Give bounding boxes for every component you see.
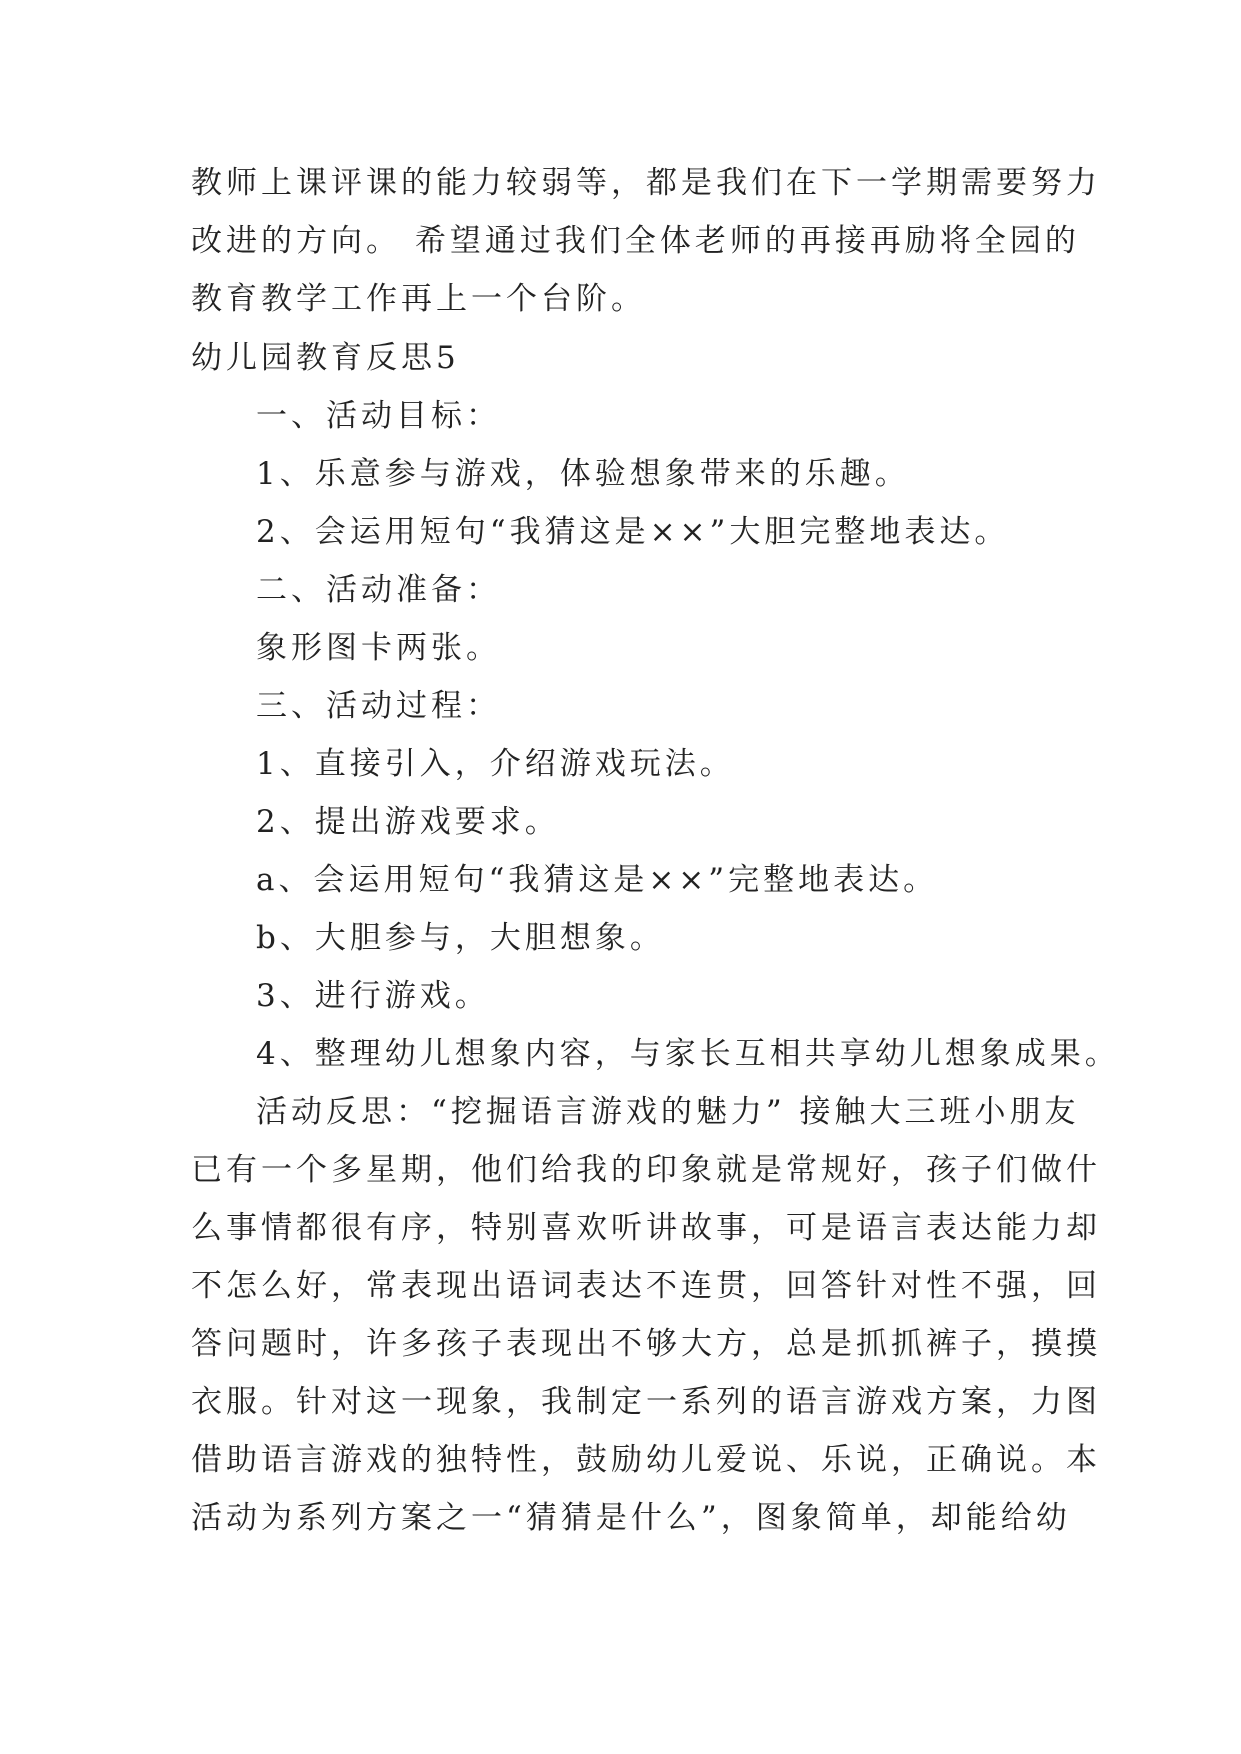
paragraph-line: 衣服。针对这一现象，我制定一系列的语言游戏方案，力图 [191,1384,1101,1420]
list-item: 2、提出游戏要求。 [256,804,560,840]
paragraph-line: 教育教学工作再上一个台阶。 [191,281,646,317]
list-item: 4、整理幼儿想象内容，与家长互相共享幼儿想象成果。 [256,1036,1120,1072]
paragraph-line: 答问题时，许多孩子表现出不够大方，总是抓抓裤子，摸摸 [191,1326,1101,1362]
paragraph-line: 借助语言游戏的独特性，鼓励幼儿爱说、乐说，正确说。本 [191,1442,1101,1478]
list-item: 象形图卡两张。 [256,630,501,666]
paragraph-line: 教师上课评课的能力较弱等，都是我们在下一学期需要努力 [191,165,1101,201]
list-item: 3、进行游戏。 [256,978,490,1014]
section-title: 幼儿园教育反思5 [191,340,460,376]
paragraph-line: 改进的方向。 希望通过我们全体老师的再接再励将全园的 [191,223,1080,259]
list-item: a、会运用短句“我猜这是××”完整地表达。 [256,862,939,898]
list-item: 1、直接引入，介绍游戏玩法。 [256,746,735,782]
list-item: 1、乐意参与游戏，体验想象带来的乐趣。 [256,456,910,492]
section-heading: 二、活动准备： [256,572,501,608]
paragraph-line: 不怎么好，常表现出语词表达不连贯，回答针对性不强，回 [191,1268,1101,1304]
paragraph-line: 么事情都很有序，特别喜欢听讲故事，可是语言表达能力却 [191,1210,1101,1246]
paragraph-line: 活动为系列方案之一“猜猜是什么”，图象简单，却能给幼 [191,1500,1071,1536]
paragraph-line: 已有一个多星期，他们给我的印象就是常规好，孩子们做什 [191,1152,1101,1188]
section-heading: 一、活动目标： [256,398,501,434]
section-heading: 三、活动过程： [256,688,501,724]
list-item: 2、会运用短句“我猜这是××”大胆完整地表达。 [256,514,1010,550]
list-item: b、大胆参与，大胆想象。 [256,920,665,956]
paragraph-line: 活动反思：“挖掘语言游戏的魅力” 接触大三班小朋友 [256,1094,1080,1130]
